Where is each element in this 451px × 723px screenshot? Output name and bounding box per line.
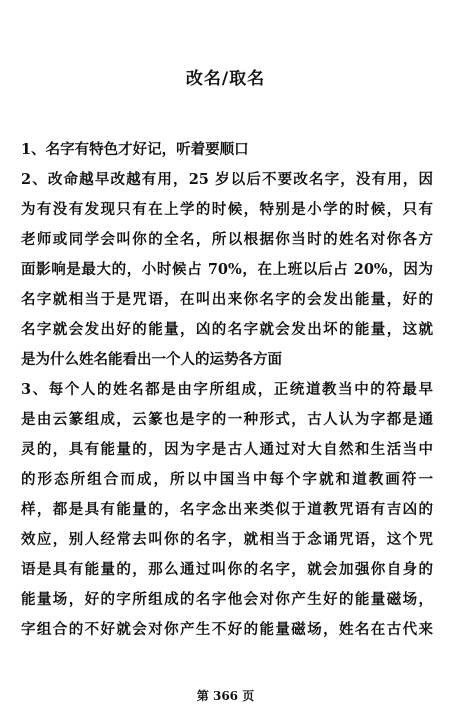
paragraph-line: 语是具有能量的，那么通过叫你的名字，就会加强你自身的 <box>21 561 433 578</box>
paragraph-line: 老师或同学会叫你的全名，所以根据你当时的姓名对你各方 <box>21 231 433 248</box>
paragraph-line: 效应，别人经常去叫你的名字，就相当于念诵咒语，这个咒 <box>21 531 433 548</box>
paragraph-line: 1、名字有特色才好记，听着要顺口 <box>21 141 249 158</box>
paragraph-line: 字组合的不好就会对你产生不好的能量磁场，姓名在古代来 <box>21 621 433 638</box>
body-text <box>21 135 433 645</box>
paragraph-line: 2、改命越早改越有用，25 岁以后不要改名字，没有用，因 <box>21 171 433 188</box>
paragraph-line: 3、每个人的姓名都是由字所组成，正统道教当中的符最早 <box>21 381 433 398</box>
paragraph-line: 是为什么姓名能看出一个人的运势各方面 <box>21 351 282 368</box>
paragraph-line: 样，都是具有能量的，名字念出来类似于道教咒语有吉凶的 <box>21 501 433 518</box>
paragraph-line: 名字就会发出好的能量，凶的名字就会发出坏的能量，这就 <box>21 321 433 338</box>
paragraph-line: 面影响是最大的，小时候占 70%，在上班以后占 20%，因为 <box>21 261 433 278</box>
paragraph-line: 为有没有发现只有在上学的时候，特别是小学的时候，只有 <box>21 201 433 218</box>
paragraph-line: 灵的，具有能量的，因为字是古人通过对大自然和生活当中 <box>21 441 433 458</box>
page-number: 第 366 页 <box>196 689 255 703</box>
paragraph-line: 能量场，好的字所组成的名字他会对你产生好的能量磁场， <box>21 591 433 608</box>
paragraph-line: 的形态所组合而成，所以中国当中每个字就和道教画符一 <box>21 471 433 488</box>
page-title: 改名/取名 <box>185 69 266 89</box>
paragraph-line: 名字就相当于是咒语，在叫出来你名字的会发出能量，好的 <box>21 291 433 308</box>
paragraph-line: 是由云篆组成，云篆也是字的一种形式，古人认为字都是通 <box>21 411 433 428</box>
